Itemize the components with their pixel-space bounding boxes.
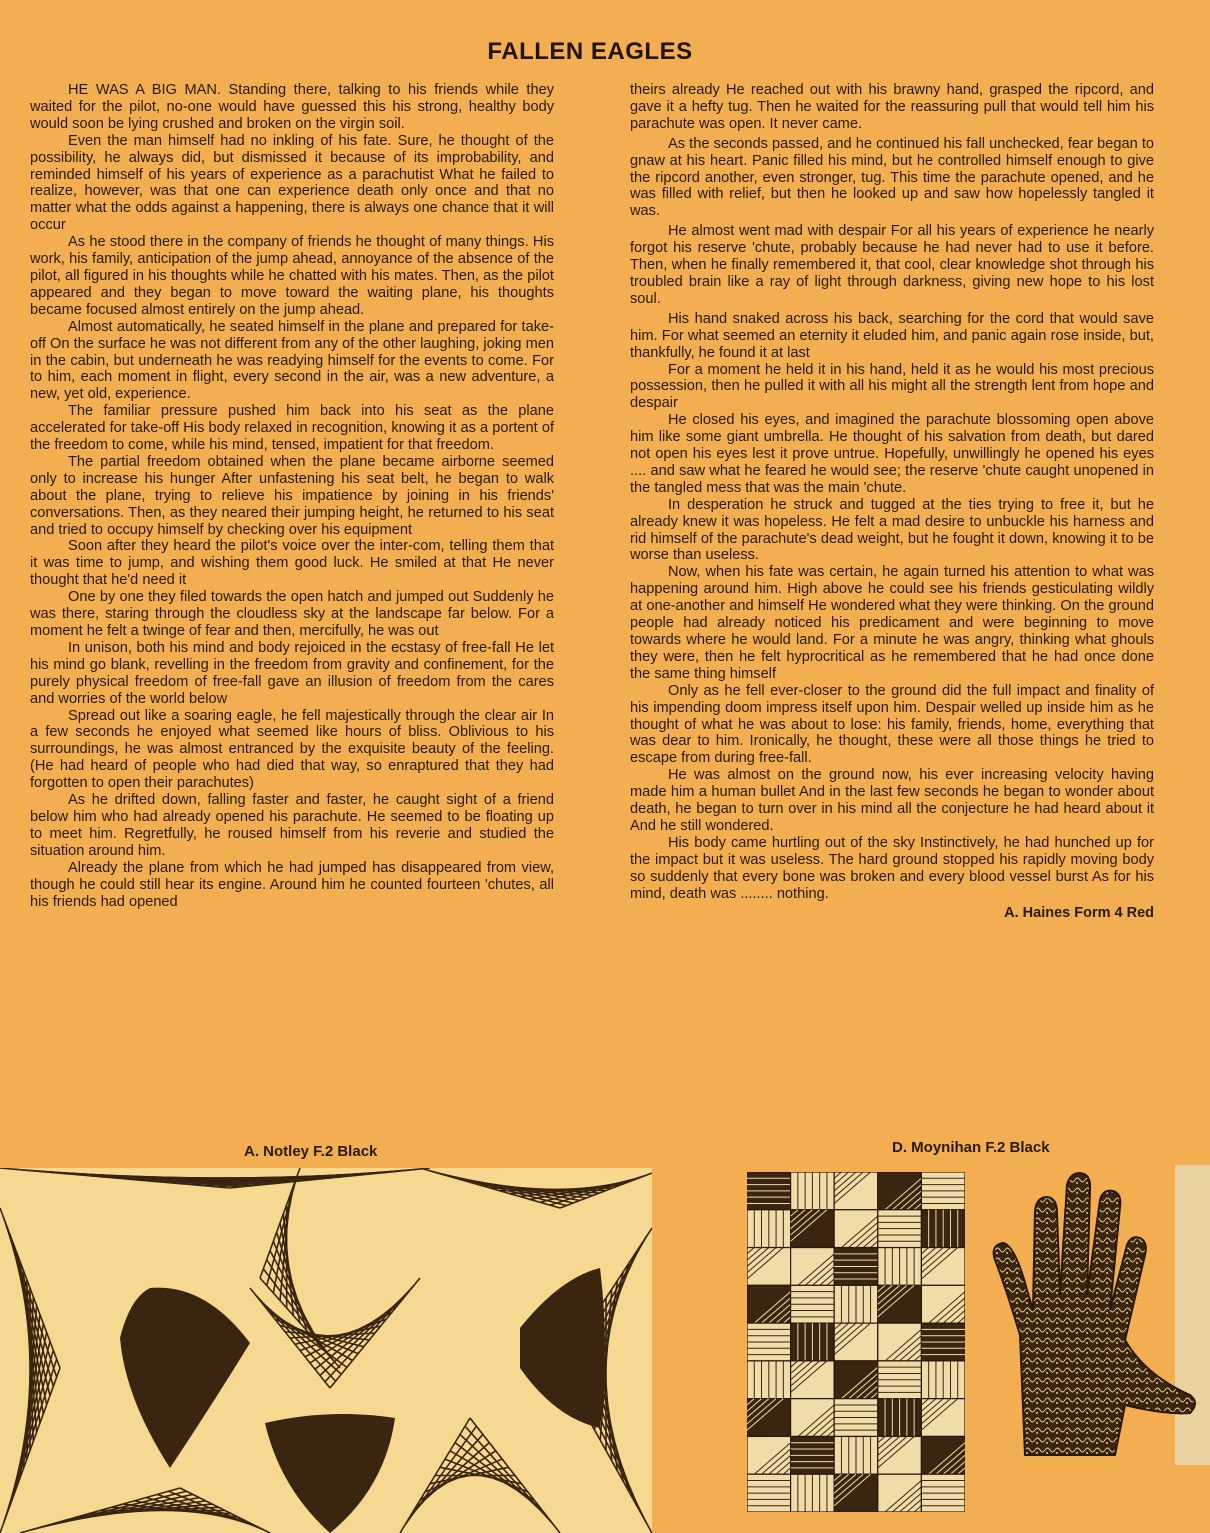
artwork-credit-moynihan: D. Moynihan F.2 Black xyxy=(892,1139,1050,1156)
paragraph: His hand snaked across his back, searching for the cord that would save him. For what seemed an eternity it eluded him, and panic again rose inside, but, thankfully, he found it at last xyxy=(630,310,1154,361)
paragraph: In desperation he struck and tugged at the ties trying to free it, but he already knew it was hopeless. He felt a mad desire to unbuckle his harness and rid himself of the parachute's dead weight, but he fought it down, knowing it to be worse than useless. xyxy=(630,496,1154,564)
article-left-column xyxy=(30,82,554,910)
paragraph: Even the man himself had no inkling of his fate. Sure, he thought of the possibility, he always did, but dismissed it because of its improbability, and reminded himself of his years of experience as a parachutist What he failed to realize, however, was that one can experience death only once and that no matter what the odds against a happening, there is always one chance that it will occur xyxy=(30,132,554,234)
paragraph: HE WAS A BIG MAN. Standing there, talking to his friends while they waited for the pilot, no-one would have guessed this his strong, healthy body would soon be lying crushed and broken on the virgin soil. xyxy=(30,82,554,132)
paragraph: For a moment he held it in his hand, held it as he would his most precious possession, then he pulled it with all his might all the strength lent from hope and despair xyxy=(630,361,1154,412)
article-title: FALLEN EAGLES xyxy=(487,38,693,65)
paragraph: His body came hurtling out of the sky Instinctively, he had hunched up for the impact but it was useless. The hard ground stopped his rapidly moving body so suddenly that every bone was broken and every blood vessel burst As for his mind, death was ........ nothing. xyxy=(630,834,1154,902)
article-right-column xyxy=(630,82,1154,921)
paragraph: He closed his eyes, and imagined the parachute blossoming open above him like some giant umbrella. He thought of his salvation from death, but dared not open his eyes lest it prove untrue. Hopefully, unwillingly he opened his eyes .... and saw what he feared he would see; the reserve 'chute caught unopened in the tangled mess that was the main 'chute. xyxy=(630,412,1154,496)
paragraph: As he drifted down, falling faster and faster, he caught sight of a friend below him who had already opened his parachute. He seemed to be floating up to meet him. Regretfully, he roused himself from his reverie and studied the situation around him. xyxy=(30,792,554,859)
paragraph: As he stood there in the company of friends he thought of many things. His work, his family, anticipation of the jump ahead, annoyance of the absence of the pilot, all figured in his thoughts while he chatted with his mates. Then, as the pilot appeared and they began to move toward the waiting plane, his thoughts became focused almost entirely on the jump ahead. xyxy=(30,234,554,318)
paragraph: Only as he fell ever-closer to the ground did the full impact and finality of his impending doom impress itself upon him. Despair welled up inside him as he thought of what he was about to lose: his family, friends, home, everything that was dear to him. Ironically, he thought, these were all those things he tried to escape from during free-fall. xyxy=(630,682,1154,767)
artwork-credit-notley: A. Notley F.2 Black xyxy=(244,1143,378,1160)
paragraph: As the seconds passed, and he continued his fall unchecked, fear began to gnaw at his heart. Panic filled his mind, but he controlled himself enough to give the ripcord another, even stronger, tug. This time the parachute opened, and he was filled with relief, but then he looked up and saw how hopelessly tangled it was. xyxy=(630,135,1154,220)
decorated-hand-image xyxy=(985,1165,1210,1465)
paragraph: The partial freedom obtained when the plane became airborne seemed only to increase his hunger After unfastening his seat belt, he began to walk about the plane, trying to relieve his impatience by joining in his friends' conversations. Then, as they neared their jumping height, he returned to his seat and tried to occupy himself by checking over his equipment xyxy=(30,453,554,538)
paragraph: In unison, both his mind and body rejoiced in the ecstasy of free-fall He let his mind go blank, revelling in the freedom from gravity and confinement, for the purely physical freedom of free-fall gave an illusion of freedom from the cares and worries of the world below xyxy=(30,639,554,707)
paragraph: He was almost on the ground now, his ever increasing velocity having made him a human bullet And in the last few seconds he began to wonder about death, he began to turn over in his mind all the conjecture he had heard about it And he still wondered. xyxy=(630,767,1154,834)
article-byline: A. Haines Form 4 Red xyxy=(1004,904,1154,921)
paragraph: Now, when his fate was certain, he again turned his attention to what was happening around him. High above he could see his friends gesticulating wildly at one-another and himself He wondered what they were thinking. On the ground people had already noticed his predicament and were beginning to move towards where he would land. For a minute he was angry, thinking what ghouls they were, then he felt hyprocritical as he remembered that he had once done the same thing himself xyxy=(630,564,1154,682)
paragraph: theirs already He reached out with his brawny hand, grasped the ripcord, and gave it a hefty tug. Then he waited for the reassuring pull that would tell him his parachute was open. It never came. xyxy=(630,82,1154,132)
paragraph: He almost went mad with despair For all his years of experience he nearly forgot his reserve 'chute, probably because he had never had to use it before. Then, when he finally remembered it, that cool, clear knowledge shot through his troubled brain like a ray of light through darkness, giving new hope to his lost soul. xyxy=(630,223,1154,307)
paragraph: One by one they filed towards the open hatch and jumped out Suddenly he was there, staring through the cloudless sky at the landscape far below. For a moment he felt a twinge of fear and then, mercifully, he was out xyxy=(30,589,554,639)
paragraph: Spread out like a soaring eagle, he fell majestically through the clear air In a few seconds he enjoyed what seemed like hours of bliss. Oblivious to his surroundings, he was almost entranced by the exquisite beauty of the feeling. (He had heard of people who had died that way, so enraptured that they had forgotten to open their parachutes) xyxy=(30,707,554,792)
string-art-image xyxy=(0,1168,652,1533)
paragraph: Almost automatically, he seated himself in the plane and prepared for take-off On the surface he was not different from any of the other laughing, joking men in the cabin, but underneath he was readying himself for the events to come. For to him, each moment in flight, every second in the air, was a new adventure, a new, yet old, experience. xyxy=(30,318,554,403)
patchwork-pattern-image xyxy=(747,1172,965,1512)
paragraph: The familiar pressure pushed him back into his seat as the plane accelerated for take-off His body relaxed in recognition, knowing it as a portent of the freedom to come, while his mind, tensed, impatient for that freedom. xyxy=(30,403,554,454)
paragraph: Already the plane from which he had jumped has disappeared from view, though he could still hear its engine. Around him he counted fourteen 'chutes, all his friends had opened xyxy=(30,859,554,910)
paragraph: Soon after they heard the pilot's voice over the inter-com, telling them that it was time to jump, and wishing them good luck. He smiled at that He never thought that he'd need it xyxy=(30,538,554,589)
